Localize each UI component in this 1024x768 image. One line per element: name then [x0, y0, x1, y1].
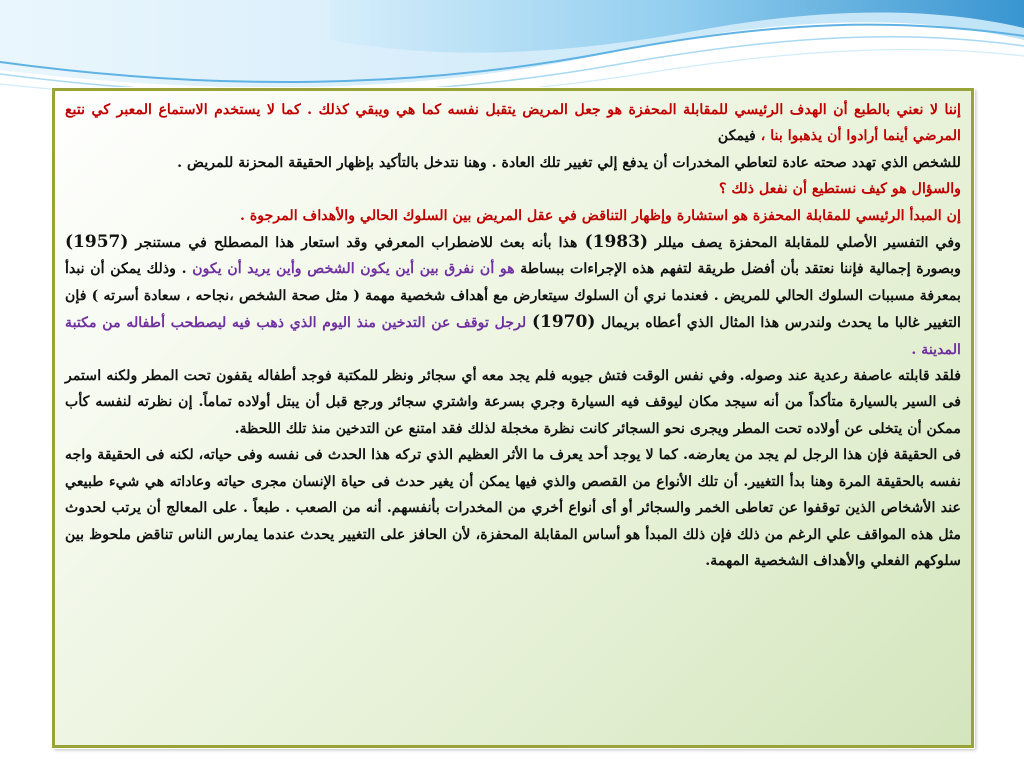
paragraph-5-text-2: هذا بأنه بعث للاضطراب المعرفي وقد استعار هذا المصطلح في مستنجر [128, 235, 585, 252]
paragraph-2: للشخص الذي تهدد صحته عادة لتعاطي المخدرات أن يدفع إلي تغيير تلك العادة . وهنا نتدخل بالتأكيد بإظهار الحقيقة المحزنة للمريض . [177, 154, 961, 171]
content-box [52, 88, 974, 748]
year-1983: (1983) [584, 232, 648, 253]
year-1970: (1970) [531, 312, 596, 333]
paragraph-5-purple-1: هو أن نفرق بين أين يكون الشخص وأين يريد أن يكون [192, 261, 515, 278]
paragraph-4-principle: إن المبدأ الرئيسي للمقابلة المحفزة هو استشارة وإظهار التناقض في عقل المريض بين السلوك الحالي والأهداف المرجوة . [239, 207, 961, 224]
paragraph-5-text-1: وفي التفسير الأصلي للمقابلة المحفزة يصف ميللر [648, 235, 961, 252]
paragraph-1 [65, 97, 961, 150]
paragraph-1-black-text: فيمكن [717, 128, 761, 145]
paragraph-5 [65, 229, 961, 363]
paragraph-5-text-4: . وذلك يمكن أن نبدأ بمعرفة مسببات السلوك الحالي للمريض . فعندما نري أن السلوك سيتعارض مع أهداف شخصية مهمة ( مثل صحة الشخص ،نجاحه ، سعادة أسرته ) فإن التغيير غالبا ما يحدث ولندرس هذا المثال الذي أعطاه بريمال [65, 261, 961, 332]
paragraph-1-red-text: إننا لا نعني بالطبع أن الهدف الرئيسي للمقابلة المحفزة هو جعل المريض يتقبل نفسه كما هي ويبقي كذلك . كما لا يستخدم الاستماع المعبر كي نتبع المرضي أينما أرادوا أن يذهبوا بنا ، [65, 102, 961, 145]
paragraph-6: فلقد قابلته عاصفة رعدية عند وصوله. وفي نفس الوقت فتش جيوبه فلم يجد معه أي سجائر ونظر للمكتبة فوجد أطفاله يقفون تحت المطر ولكنه استمر فى السير بالسيارة متأكداً من أنه سيجد مكان ليوقف فيه السيارة وجري بسرعة واشتري سجائر ورجع قبل أن يبتل أولاده تماماً. إن نظرته لنفسه كأب ممكن أن يتخلى عن أولاده تحت المطر ويجرى نحو السجائر كانت نظرة مخجلة لذلك فقد امتنع عن التدخين منذ تلك اللحظة. [65, 368, 961, 437]
year-1957: (1957) [65, 232, 129, 253]
paragraph-5-text-3: وبصورة إجمالية فإننا نعتقد بأن أفضل طريقة لتفهم هذه الإجراءات ببساطة [514, 261, 961, 278]
paragraph-3-question: والسؤال هو كيف نستطيع أن نفعل ذلك ؟ [718, 181, 961, 198]
paragraph-7: فى الحقيقة فإن هذا الرجل لم يجد من يعارضه. كما لا يوجد أحد يعرف ما الأثر العظيم الذي تركه هذا الحدث فى نفسه وفى حياته، لكنه فى الحقيقة واجه نفسه بالحقيقة المرة وهنا بدأ التغيير. أن تلك الأنواع من القصص والذي فيها يمكن أن يغير حدث فى حياة الإنسان مجرى حياته وعاداته هي شيء طبيعي عند الأشخاص الذين توقفوا عن تعاطى الخمر والسجائر أو أى أنواع أخري من المخدرات بأنفسهم. أنه من الصعب . طبعاً . على المعالج أن يرتب لحدوث مثل هذه المواقف علي الرغم من ذلك فإن ذلك المبدأ هو أساس المقابلة المحفزة، لأن الحافز على التغيير يحدث عندما يمارس الناس تناقض ملحوظ بين سلوكهم الفعلي والأهداف الشخصية المهمة. [65, 447, 961, 569]
paragraph-5-purple-2: لرجل توقف عن التدخين منذ اليوم الذي ذهب فيه ليصطحب أطفاله من مكتبة المدينة . [65, 315, 961, 358]
